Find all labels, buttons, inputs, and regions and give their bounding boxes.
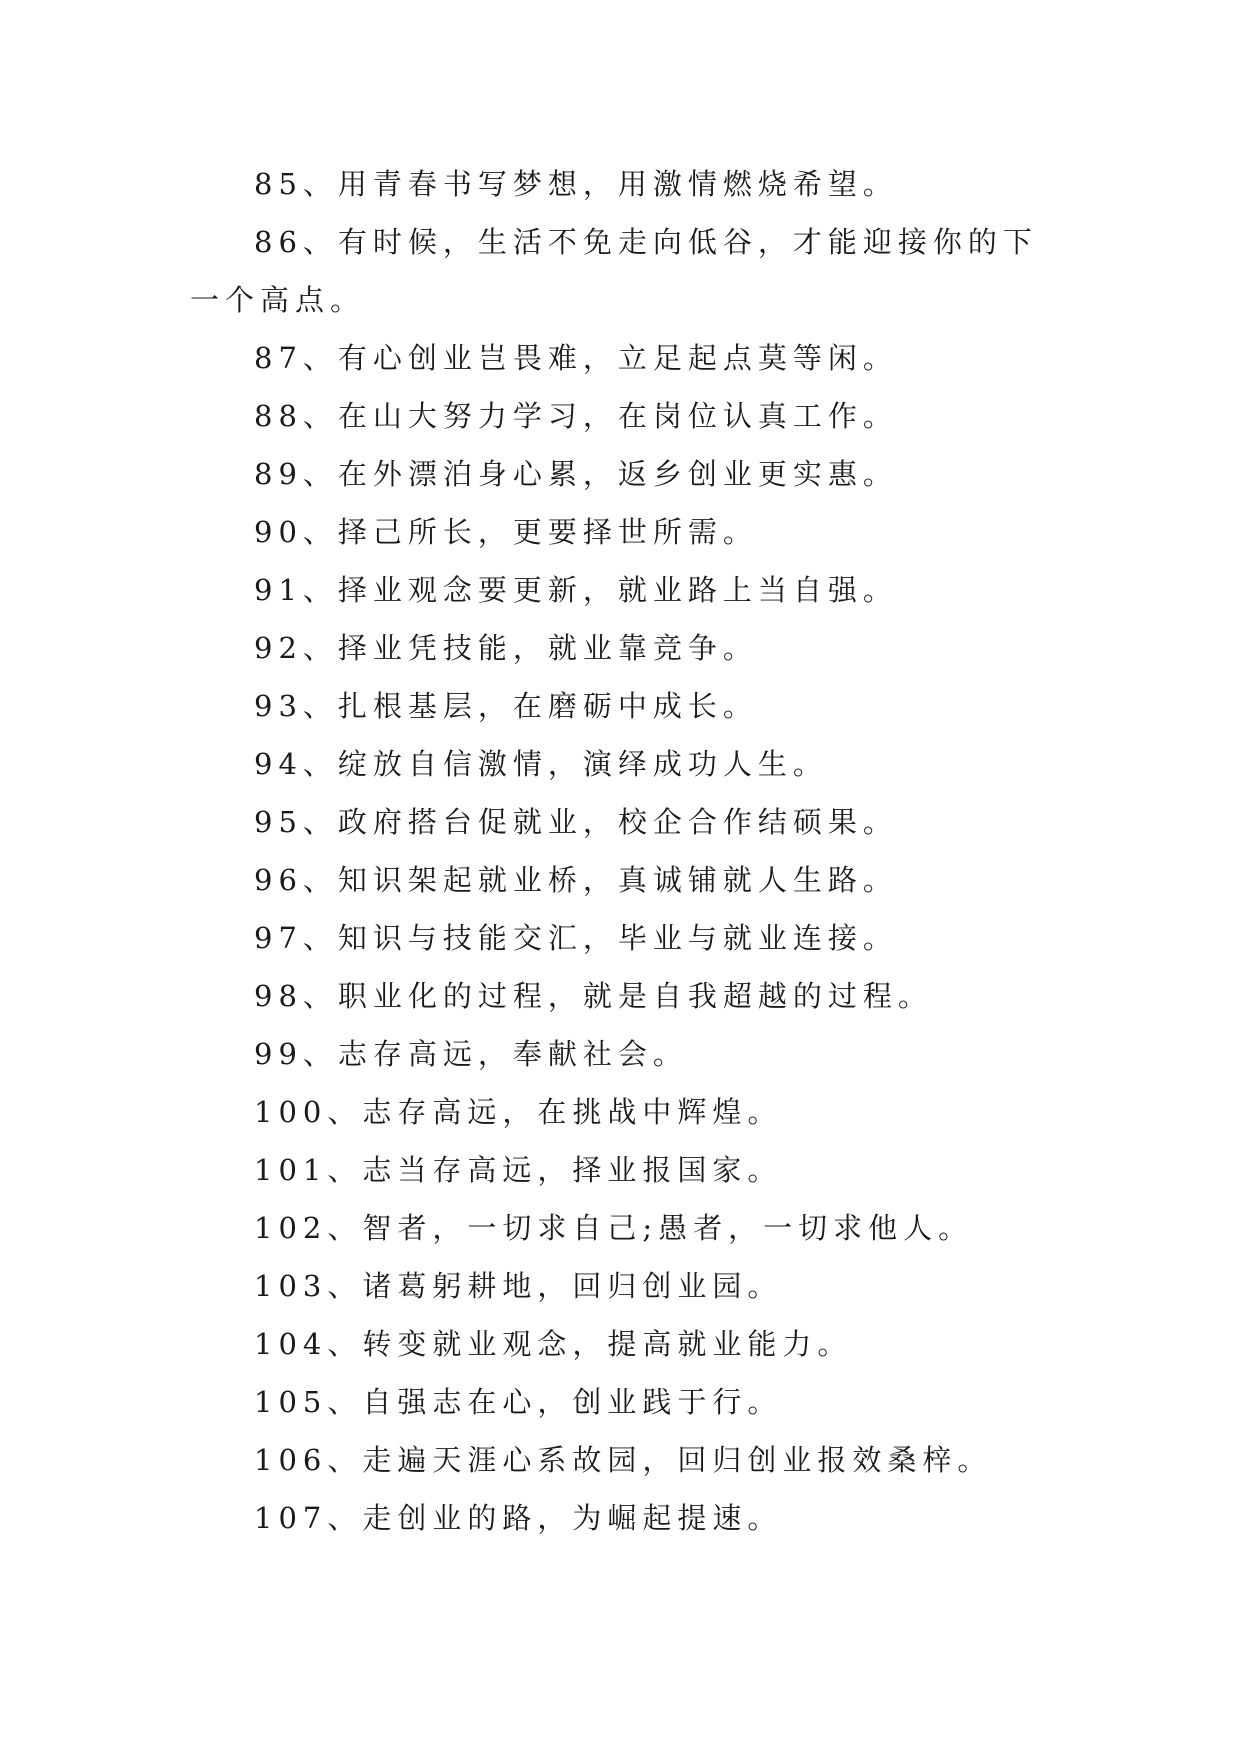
list-item: 104、转变就业观念，提高就业能力。 bbox=[254, 1327, 853, 1361]
list-item: 93、扎根基层，在磨砺中成长。 bbox=[254, 689, 758, 723]
list-item: 90、择己所长，更要择世所需。 bbox=[254, 515, 758, 549]
list-item: 105、自强志在心，创业践于行。 bbox=[254, 1385, 783, 1419]
list-item: 107、走创业的路，为崛起提速。 bbox=[254, 1501, 783, 1535]
list-item: 95、政府搭台促就业，校企合作结硕果。 bbox=[254, 805, 898, 839]
list-item: 94、绽放自信激情，演绎成功人生。 bbox=[254, 747, 828, 781]
list-item: 96、知识架起就业桥，真诚铺就人生路。 bbox=[254, 863, 898, 897]
list-item: 101、志当存高远，择业报国家。 bbox=[254, 1153, 783, 1187]
list-item: 86、有时候，生活不免走向低谷，才能迎接你的下一个高点。 bbox=[190, 225, 1038, 317]
list-item: 92、择业凭技能，就业靠竞争。 bbox=[254, 631, 758, 665]
list-item: 99、志存高远，奉献社会。 bbox=[254, 1037, 688, 1071]
list-item: 106、走遍天涯心系故园，回归创业报效桑梓。 bbox=[254, 1443, 993, 1477]
list-item: 87、有心创业岂畏难，立足起点莫等闲。 bbox=[254, 341, 898, 375]
list-item: 100、志存高远，在挑战中辉煌。 bbox=[254, 1095, 783, 1129]
list-item: 103、诸葛躬耕地，回归创业园。 bbox=[254, 1269, 783, 1303]
list-item: 88、在山大努力学习，在岗位认真工作。 bbox=[254, 399, 898, 433]
slogan-list bbox=[190, 155, 1060, 1547]
list-item: 97、知识与技能交汇，毕业与就业连接。 bbox=[254, 921, 898, 955]
list-item: 91、择业观念要更新，就业路上当自强。 bbox=[254, 573, 898, 607]
list-item: 102、智者，一切求自己;愚者，一切求他人。 bbox=[254, 1211, 974, 1245]
list-item: 89、在外漂泊身心累，返乡创业更实惠。 bbox=[254, 457, 898, 491]
list-item: 85、用青春书写梦想，用激情燃烧希望。 bbox=[254, 167, 898, 201]
list-item: 98、职业化的过程，就是自我超越的过程。 bbox=[254, 979, 933, 1013]
